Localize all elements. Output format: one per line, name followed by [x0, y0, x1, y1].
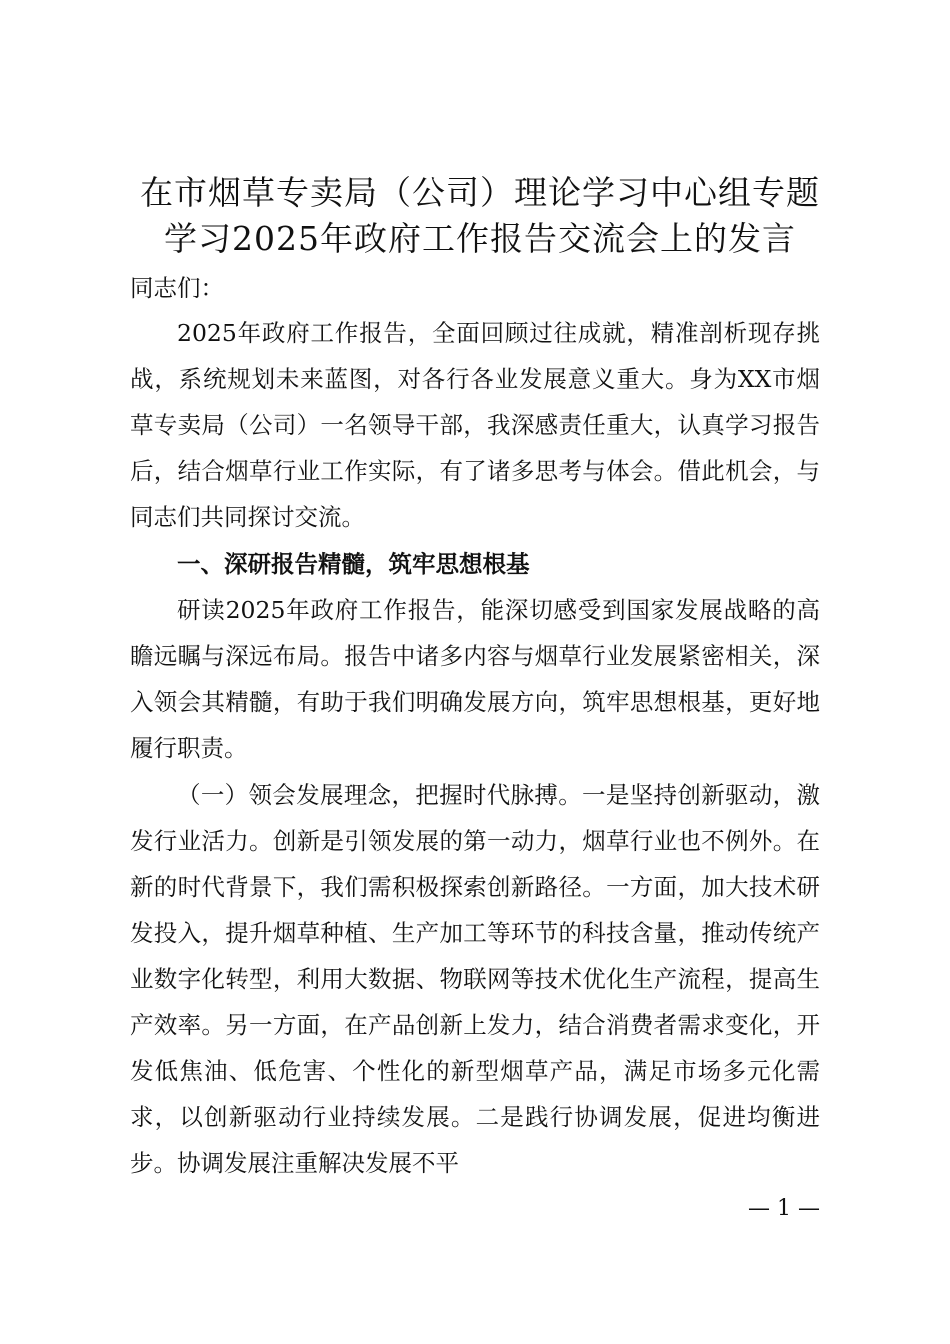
intro-paragraph: 2025年政府工作报告，全面回顾过往成就，精准剖析现存挑战，系统规划未来蓝图，对各行各业发展意义重大。身为XX市烟草专卖局（公司）一名领导干部，我深感责任重大，认真学习报告后，结合烟草行业工作实际，有了诸多思考与体会。借此机会，与同志们共同探讨交流。: [130, 319, 820, 531]
document-title-line-1: 在市烟草专卖局（公司）理论学习中心组专题: [140, 173, 820, 212]
section-1-heading: 一、深研报告精髓，筑牢思想根基: [177, 550, 530, 578]
salutation: 同志们：: [130, 274, 224, 302]
document-title-line-2: 学习2025年政府工作报告交流会上的发言: [164, 219, 796, 258]
section-1-paragraph: 研读2025年政府工作报告，能深切感受到国家发展战略的高瞻远瞩与深远布局。报告中诸多内容与烟草行业发展紧密相关，深入领会其精髓，有助于我们明确发展方向，筑牢思想根基，更好地履行职责。: [130, 596, 820, 762]
page-number: — 1 —: [748, 1196, 820, 1221]
subsection-1-paragraph: （一）领会发展理念，把握时代脉搏。一是坚持创新驱动，激发行业活力。创新是引领发展的第一动力，烟草行业也不例外。在新的时代背景下，我们需积极探索创新路径。一方面，加大技术研发投入，提升烟草种植、生产加工等环节的科技含量，推动传统产业数字化转型，利用大数据、物联网等技术优化生产流程，提高生产效率。另一方面，在产品创新上发力，结合消费者需求变化，开发低焦油、低危害、个性化的新型烟草产品，满足市场多元化需求，以创新驱动行业持续发展。二是践行协调发展，促进均衡进步。协调发展注重解决发展不平: [130, 781, 820, 1177]
